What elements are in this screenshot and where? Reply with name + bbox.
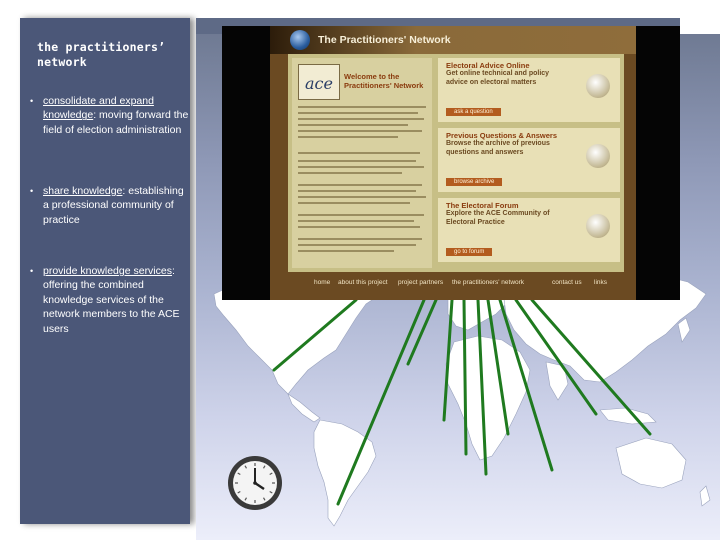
text-line bbox=[298, 106, 426, 108]
connector-line bbox=[408, 300, 436, 364]
bullet-link[interactable]: provide knowledge services bbox=[43, 265, 172, 277]
text-line bbox=[298, 124, 408, 126]
text-line bbox=[298, 112, 418, 114]
nav-links[interactable]: links bbox=[594, 279, 608, 286]
new-zealand-shape bbox=[700, 486, 710, 506]
globe-icon bbox=[586, 214, 610, 238]
text-line bbox=[298, 172, 402, 174]
box-title: Electoral Advice Online bbox=[446, 61, 530, 70]
browse-archive-button[interactable]: browse archive bbox=[446, 178, 502, 186]
bullet-dot: • bbox=[30, 266, 34, 276]
bullet-rest: : moving forward the field of election administration bbox=[43, 109, 189, 136]
panel-title: the practitioners’ network bbox=[37, 40, 166, 69]
text-line bbox=[298, 226, 420, 228]
bullet-link[interactable]: consolidate and expand knowledge bbox=[43, 95, 154, 122]
box-title: Previous Questions & Answers bbox=[446, 131, 558, 140]
nav-partners[interactable]: project partners bbox=[398, 279, 444, 286]
bullet-text bbox=[43, 184, 191, 227]
ace-logo: ace bbox=[298, 64, 340, 100]
website-title: The Practitioners' Network bbox=[318, 34, 451, 46]
bullet-rest: : offering the combined knowledge services of the network members to the ACE users bbox=[43, 265, 180, 335]
japan-shape bbox=[678, 318, 690, 342]
text-line bbox=[298, 130, 422, 132]
nav-contact[interactable]: contact us bbox=[552, 279, 582, 286]
text-line bbox=[298, 152, 420, 154]
box-text: Explore the ACE Community of Electoral Practice bbox=[446, 210, 550, 226]
text-line bbox=[298, 166, 424, 168]
website-body bbox=[288, 54, 624, 272]
archive-box bbox=[438, 128, 620, 192]
text-line bbox=[298, 190, 416, 192]
text-line bbox=[298, 196, 426, 198]
globe-icon bbox=[290, 30, 310, 50]
nav-about[interactable]: about this project bbox=[338, 279, 388, 286]
clock-icon bbox=[226, 454, 284, 512]
text-line bbox=[298, 160, 416, 162]
nav-home[interactable]: home bbox=[314, 279, 331, 286]
text-line bbox=[298, 118, 424, 120]
advice-box bbox=[438, 58, 620, 122]
central-america-shape bbox=[288, 394, 320, 422]
bullet-link[interactable]: share knowledge bbox=[43, 185, 123, 197]
text-line bbox=[298, 220, 414, 222]
bullet-dot: • bbox=[30, 96, 34, 106]
connector-line bbox=[338, 300, 424, 504]
nav-network[interactable]: the practitioners' network bbox=[452, 279, 525, 286]
ballot-box-icon bbox=[586, 74, 610, 98]
top-margin bbox=[680, 18, 720, 34]
text-line bbox=[298, 244, 416, 246]
welcome-column bbox=[292, 58, 432, 268]
text-line bbox=[298, 136, 398, 138]
website-header bbox=[270, 26, 636, 54]
bullet-text bbox=[43, 94, 191, 137]
bullet-dot: • bbox=[30, 186, 34, 196]
welcome-heading: Welcome to the Practitioners' Network bbox=[344, 72, 424, 90]
text-line bbox=[298, 184, 422, 186]
left-panel bbox=[20, 18, 190, 524]
text-line bbox=[298, 202, 410, 204]
box-title: The Electoral Forum bbox=[446, 201, 519, 210]
ask-question-button[interactable]: ask a question bbox=[446, 108, 501, 116]
website-nav bbox=[270, 276, 636, 292]
bullet-rest: : establishing a professional community of practice bbox=[43, 185, 184, 226]
text-line bbox=[298, 214, 424, 216]
go-to-forum-button[interactable]: go to forum bbox=[446, 248, 492, 256]
pen-icon bbox=[586, 144, 610, 168]
text-line bbox=[298, 250, 394, 252]
forum-box bbox=[438, 198, 620, 262]
australia-shape bbox=[616, 438, 686, 488]
clock-center bbox=[253, 481, 257, 485]
website-frame bbox=[270, 26, 636, 300]
bullet-text bbox=[43, 264, 191, 336]
text-line bbox=[298, 238, 422, 240]
website-screenshot bbox=[222, 26, 680, 300]
box-text: Browse the archive of previous questions and answers bbox=[446, 140, 550, 156]
box-text: Get online technical and policy advice on electoral matters bbox=[446, 70, 550, 86]
connector-line bbox=[464, 300, 466, 454]
